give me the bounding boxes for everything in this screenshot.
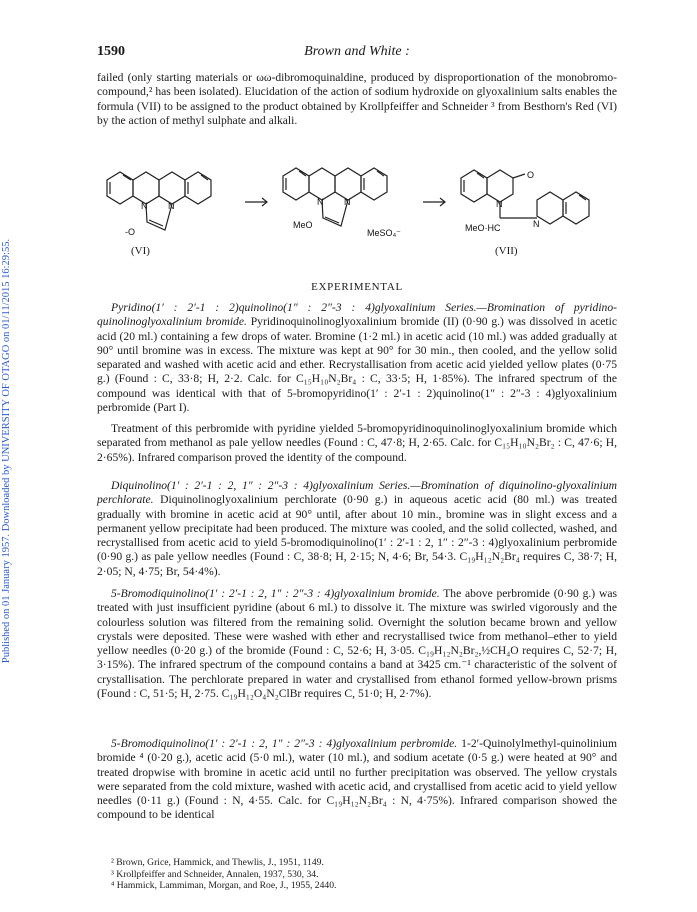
- paragraph-4-heading: 5-Bromodiquinolino(1′ : 2′-1 : 2, 1″ : 2″-3 : 4)glyoxalinium bromide.: [111, 587, 440, 600]
- atom-n-plus-2: N: [317, 197, 324, 207]
- chemical-structures: [97, 160, 617, 266]
- paragraph-1: [97, 301, 617, 415]
- label-vii: (VII): [495, 245, 518, 257]
- footnote-2: ² Brown, Grice, Hammick, and Thewlis, J., 1951, 1149.: [111, 857, 324, 868]
- paragraph-5-heading: 5-Bromodiquinolino(1′ : 2′-1 : 2, 1″ : 2″-3 : 4)glyoxalinium perbromide.: [111, 737, 458, 750]
- paragraph-1-heading: Pyridino(1′ : 2′-1 : 2)quinolino(1″ : 2″-3 : 4)glyoxalinium Series.—Bromination of pyridino-quinolinoglyoxalinium bromide.: [97, 301, 617, 329]
- page-number: 1590: [97, 44, 125, 59]
- page-header: [97, 44, 617, 62]
- atom-n-vii: N: [496, 199, 503, 209]
- footnotes: [97, 857, 617, 892]
- footnote-4: ⁴ Hammick, Lammiman, Morgan, and Roe, J., 1955, 2440.: [111, 880, 337, 892]
- atom-o-minus: -O: [125, 227, 135, 237]
- atom-n-vii-2: N: [533, 219, 540, 229]
- section-title: EXPERIMENTAL: [311, 281, 403, 293]
- structure-vii: [461, 170, 589, 224]
- paragraph-3: [97, 479, 617, 579]
- paragraph-5: [97, 737, 617, 823]
- footnote-3: ³ Krollpfeiffer and Schneider, Annalen, 1937, 530, 34.: [111, 868, 319, 880]
- paragraph-3-body: Diquinolinoglyoxalinium perchlorate (0·90 g.) in aqueous acetic acid (80 ml.) was treated gradually with bromine in acetic acid at 90° until, after about 10 min., bromine was in slight excess and a permanent yellow precipitate had been produced. The mixture was cooled, and the solid collected, washed, and recrystallised from acetic acid to yield 5-bromodiquinolino(1′ : 2′-1 : 2, 1″ : 2″-3 : 4)glyoxalinium perbromide (0·90 g.) as pale yellow needles (Found : C, 38·8; H, 2·15; N, 4·6; Br, 54·3. C₁₉H₁₂N₂Br₄ requires C, 38·7; H, 2·05; N, 4·75; Br, 54·4%).: [97, 493, 617, 578]
- paragraph-3-heading: Diquinolino(1′ : 2′-1 : 2, 1″ : 2″-3 : 4)glyoxalinium Series.—Bromination of diquinolino-glyoxalinium perchlorate.: [97, 479, 617, 507]
- paragraph-5-body: 1-2′-Quinolylmethyl-quinolinium bromide ⁴ (0·20 g.), acetic acid (5·0 ml.), water (10 ml.), and sodium acetate (0·5 g.) were heated at 90° and treated dropwise with bromine in acetic acid until no further precipitation was observed. The yellow crystals were separated from the cold mixture, washed with acetic acid, and crystallised from acetic acid to yield yellow needles (0·11 g.) (Found : N, 4·55. Calc. for C₁₉H₁₂N₂Br₄ : N, 4·75%). Infrared comparison showed the compound to be identical: [97, 737, 618, 822]
- label-vi: (VI): [131, 245, 150, 257]
- atom-meo-hc: MeO·HC: [465, 223, 501, 233]
- download-notice: Published on 01 January 1957. Downloaded by UNIVERSITY OF OTAGO on 01/11/2015 16:29:55.: [1, 238, 12, 664]
- atom-n: N: [168, 201, 175, 211]
- paragraph-2: [97, 422, 617, 465]
- counterion: MeSO₄⁻: [367, 228, 401, 238]
- atom-o: O: [527, 170, 535, 180]
- paragraph-2-body: Treatment of this perbromide with pyridine yielded 5-bromopyridinoquinolinoglyoxalinium bromide which separated from methanol as pale yellow needles (Found : C, 47·8; H, 2·65. Calc. for C₁₅H₁₀N₂Br₂ : C, 47·6; H, 2·65%). Infrared comparison proved the identity of the compound.: [97, 422, 617, 464]
- structure-figure: [97, 160, 617, 266]
- paragraph-1-body: Pyridinoquinolinoglyoxalinium bromide (II) (0·90 g.) was dissolved in acetic acid (20 ml.) containing a few drops of water. Bromine (1·2 ml.) in acetic acid (10 ml.) was added gradually at 90° until bromine was in excess. The mixture was kept at 90° for 30 min., then cooled, and the yellow solid separated and washed with acetic acid and ether. Recrystallisation from acetic acid yielded yellow plates (0·75 g.) (Found : C, 33·8; H, 2·2. Calc. for C₁₅H₁₀N₂Br₄ : C, 33·5; H, 1·85%). The infrared spectrum of the compound was identical with that of 5-bromopyridino(1′ : 2′-1 : 2)quinolino(1″ : 2″-3 : 4)glyoxalinium perbromide (Part I).: [97, 315, 617, 414]
- paragraph-4: [97, 587, 617, 701]
- running-title: Brown and White :: [304, 44, 410, 59]
- intro-paragraph: failed (only starting materials or ωω-dibromoquinaldine, produced by disproportionation of the monobromo-compound,² has been isolated). Elucidation of the action of sodium hydroxide on glyoxalinium salts enables the formula (VII) to be assigned to the product obtained by Krollpfeiffer and Schneider ³ from Besthorn's Red (VI) by the action of methyl sulphate and alkali.: [97, 71, 617, 127]
- atom-n-plus: N: [141, 201, 148, 211]
- paragraph-4-body: The above perbromide (0·90 g.) was treated with just insufficient pyridine (about 6 ml.) to dissolve it. The mixture was swirled vigorously and the colourless solution was filtered from the remaining solid. Overnight the solution became brown and yellow crystals were deposited. These were washed with ether and recrystallised twice from methanol–ether to yield yellow needles (0·20 g.) of the bromide (Found : C, 52·6; H, 3·05. C₁₉H₁₂N₂Br₂,½CH₄O requires C, 52·7; H, 3·15%). The infrared spectrum of the compound contains a band at 3425 cm.⁻¹ characteristic of the solvent of crystallisation. The perchlorate prepared in water and crystallised from ethanol formed yellow-brown prisms (Found : C, 51·5; H, 2·75. C₁₉H₁₂O₄N₂ClBr requires C, 51·0; H, 2·7%).: [97, 587, 617, 700]
- structure-intermediate: [283, 168, 387, 226]
- atom-n-2: N: [344, 197, 351, 207]
- structure-vi: [107, 172, 211, 230]
- atom-meo: MeO: [293, 220, 313, 230]
